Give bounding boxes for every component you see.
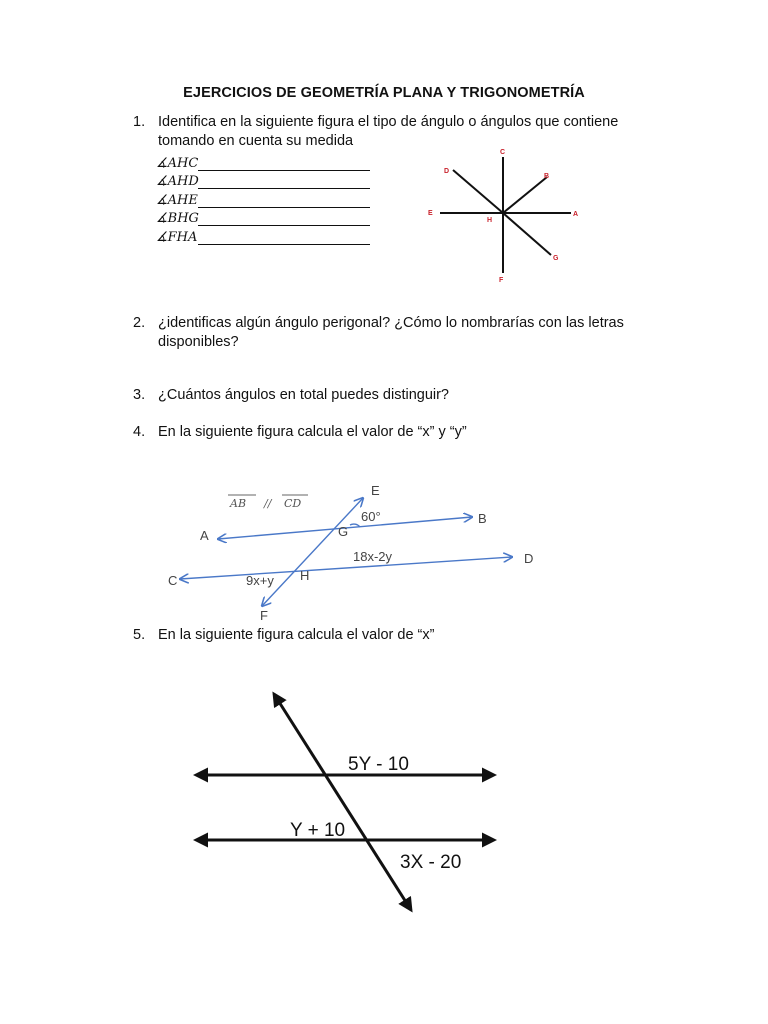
question-text-line1: ¿identificas algún ángulo perigonal? ¿Cómo lo nombrarías con las letras [158, 315, 624, 331]
answer-blank[interactable] [198, 231, 370, 245]
question-text: ¿Cuántos ángulos en total puedes distinguir? [158, 387, 449, 403]
notation-parallel: // [264, 497, 272, 510]
point-label-d: D [524, 551, 534, 566]
answer-blank[interactable] [198, 157, 370, 171]
point-label-e: E [371, 483, 380, 498]
point-label-a: A [573, 211, 579, 218]
angle-answer-row [156, 189, 370, 208]
question-number: 3. [133, 387, 146, 403]
angle-answer-row [156, 208, 370, 227]
question-text-line2: disponibles? [158, 334, 239, 350]
point-label-b: B [478, 511, 487, 526]
point-label-g: G [338, 524, 349, 539]
angle-answer-row [156, 226, 370, 245]
line-ef-transversal [262, 498, 363, 606]
answer-blank[interactable] [198, 175, 370, 189]
question-3 [133, 386, 713, 406]
point-label-c: C [500, 149, 506, 156]
answer-blank[interactable] [198, 194, 370, 208]
line-cd [180, 557, 512, 579]
notation-ab: AB [230, 497, 247, 510]
angle-label: ∡AHE [156, 192, 198, 208]
angle-label: ∡AHD [156, 174, 199, 189]
angle-expr-18x-2y: 18x-2y [353, 549, 393, 564]
figure-parallel-transversal-2 [162, 680, 542, 925]
figure-parallel-transversal-1 [160, 460, 550, 625]
angle-label: ∡BHG [156, 211, 199, 226]
question-number: 4. [133, 424, 146, 440]
question-text: En la siguiente figura calcula el valor de “x” [158, 627, 435, 643]
angle-expr-y-10: Y + 10 [290, 820, 346, 841]
question-text: En la siguiente figura calcula el valor de “x” y “y” [158, 424, 467, 440]
angle-label: ∡FHA [156, 229, 198, 245]
angle-value-60: 60° [361, 509, 381, 524]
angle-answer-row [156, 152, 370, 171]
point-label-d: D [444, 168, 450, 175]
angle-expr-5y-10: 5Y - 10 [348, 754, 409, 775]
question-number: 2. [133, 315, 146, 331]
point-label-e: E [428, 210, 433, 217]
angle-answer-list [156, 152, 370, 245]
point-label-b: B [544, 173, 550, 180]
question-2 [133, 314, 713, 354]
line-hb [503, 177, 547, 213]
question-text-line1: Identifica en la siguiente figura el tipo de ángulo o ángulos que contiene [158, 114, 619, 130]
angle-answer-row [156, 171, 370, 190]
point-label-f: F [499, 277, 504, 284]
transversal-line [274, 694, 411, 910]
question-number: 5. [133, 627, 146, 643]
point-label-a: A [200, 528, 209, 543]
page-title: EJERCICIOS DE GEOMETRÍA PLANA Y TRIGONOMETRÍA [183, 85, 585, 101]
answer-blank[interactable] [198, 212, 370, 226]
question-number: 1. [133, 114, 146, 130]
line-hg [503, 213, 551, 255]
angle-expr-3x-20: 3X - 20 [400, 852, 462, 873]
question-4 [133, 423, 713, 443]
line-dh [453, 170, 503, 213]
question-5 [133, 626, 713, 646]
figure-angles-star [415, 145, 615, 290]
point-label-f: F [260, 608, 268, 623]
angle-label: ∡AHC [156, 155, 199, 171]
point-label-g: G [553, 255, 559, 262]
angle-expr-9x-y: 9x+y [246, 573, 274, 588]
point-label-h: H [487, 217, 493, 224]
point-label-h: H [300, 568, 310, 583]
notation-cd: CD [284, 497, 302, 510]
point-label-c: C [168, 573, 178, 588]
question-text-line2: tomando en cuenta su medida [158, 133, 354, 149]
